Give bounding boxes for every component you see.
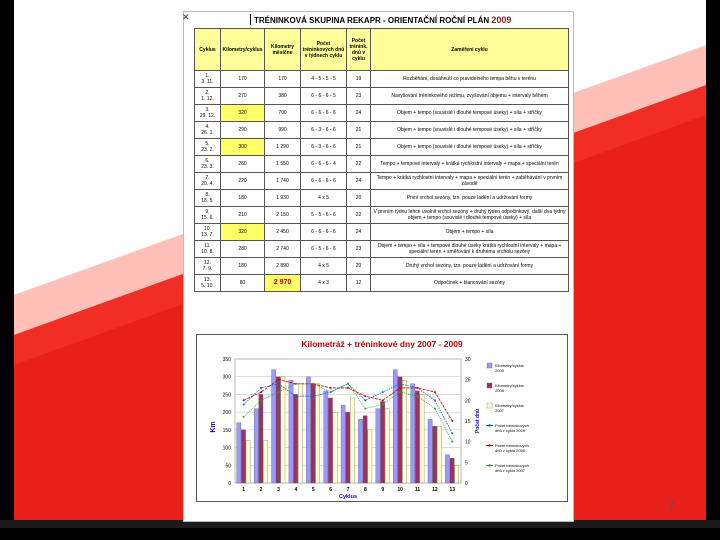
col-km-mesicne: Kilometry měsíčne [265, 29, 301, 71]
cell-zamereni: První vrchol sezóny, tzn. pouze ladění a udržování formy [371, 190, 569, 207]
y-tick-label: 300 [222, 374, 231, 381]
bar [311, 384, 315, 483]
cell-zamereni: Navyšování tréninkového režimu, zvyšování objemu + intervaly během [371, 88, 569, 105]
legend-label-line: Kilometry/cyklus [495, 363, 524, 368]
cell-treninkove-dny: 4 x 5 [301, 190, 347, 207]
cell-cyklus [195, 275, 221, 292]
legend-swatch [487, 363, 492, 368]
cycle-number: 11. [204, 243, 211, 249]
bar [376, 409, 380, 483]
y-tick-label: 350 [222, 357, 231, 363]
cell-pocet-dnu: 21 [347, 139, 371, 156]
cell-km-cyklus: 300 [221, 139, 265, 156]
cell-pocet-dnu: 20 [347, 190, 371, 207]
cell-pocet-dnu: 22 [347, 156, 371, 173]
cell-km-mesicne: 2 740 [265, 241, 301, 258]
bar [350, 398, 354, 483]
cell-km-mesicne: 1 550 [265, 156, 301, 173]
y2-tick-label: 25 [465, 377, 471, 384]
cell-km-cyklus: 290 [221, 122, 265, 139]
table-row [195, 139, 569, 156]
cycle-number: 8. [205, 192, 210, 198]
col-treninkove-dny: Počet tréninkových dnů v týdnech cyklu [301, 29, 347, 71]
bar [281, 377, 285, 483]
x-tick-label: 13 [449, 487, 456, 493]
cycle-date: 15. 6. [201, 215, 214, 221]
bar [328, 398, 332, 483]
legend-label-line: dnů v cyklu 2008 [495, 448, 526, 453]
y2-tick-label: 30 [465, 357, 471, 363]
cell-km-cyklus: 280 [221, 241, 265, 258]
cell-cyklus [195, 173, 221, 190]
cycle-date: 1. 12. [201, 96, 214, 102]
y-tick-label: 100 [222, 445, 231, 452]
legend-marker [488, 424, 490, 426]
bar [263, 440, 267, 483]
cell-km-mesicne: 1 290 [265, 139, 301, 156]
legend-label-line: 2008 [495, 388, 504, 393]
bar [341, 405, 345, 483]
cell-cyklus [195, 105, 221, 122]
bar [324, 391, 328, 483]
cycle-date: 10. 8. [201, 249, 214, 255]
cycle-date: 29. 12. [199, 113, 216, 119]
data-point [260, 391, 262, 393]
legend-label-line: 2009 [495, 368, 504, 373]
cycle-number: 3. [205, 107, 210, 113]
cell-zamereni: Druhý vrchol sezóny, tzn. pouze ladění a udržování formy [371, 258, 569, 275]
cycle-date: 13. 7. [201, 232, 214, 238]
chart-svg [197, 335, 567, 501]
bar [411, 384, 415, 483]
bar [254, 409, 258, 483]
cell-zamereni: Rozběhání, dosáhnutí co pravidelného tempa běhu v terénu [371, 71, 569, 88]
y-tick-label: 200 [222, 410, 231, 417]
close-icon[interactable]: ✕ [182, 12, 190, 22]
cell-km-cyklus: 210 [221, 207, 265, 224]
col-pocet-dnu: Počet trénink. dnů v cyklu [347, 29, 371, 71]
cell-km-mesicne: 990 [265, 122, 301, 139]
cycle-number: 13. [204, 277, 211, 283]
bar [368, 430, 372, 483]
x-tick-label: 12 [432, 487, 438, 493]
table-row [195, 105, 569, 122]
cell-pocet-dnu: 23 [347, 241, 371, 258]
cell-zamereni: Objem + tempo (souvislé i dlouhé tempové úseky) + síla + stříčky [371, 139, 569, 156]
y2-tick-label: 15 [465, 419, 471, 425]
cell-cyklus [195, 156, 221, 173]
legend-label [495, 363, 524, 373]
bar [289, 380, 293, 483]
cell-km-cyklus: 320 [221, 105, 265, 122]
cycle-date: 23. 2. [201, 147, 214, 153]
table-row [195, 71, 569, 88]
cycle-number: 7. [205, 175, 210, 181]
chart-frame [196, 334, 568, 502]
bar [298, 384, 302, 483]
x-tick-label: 9 [381, 487, 385, 493]
bar [259, 394, 263, 483]
legend-label-line: Počet tréninkových [495, 443, 529, 448]
cell-cyklus [195, 190, 221, 207]
x-tick-label: 3 [277, 487, 280, 493]
table-row [195, 156, 569, 173]
y-tick-label: 0 [228, 481, 231, 487]
cell-pocet-dnu: 24 [347, 105, 371, 122]
table-row [195, 224, 569, 241]
cell-cyklus [195, 207, 221, 224]
bar [455, 465, 459, 483]
cell-cyklus [195, 71, 221, 88]
col-cyklus: Cyklus [195, 29, 221, 71]
cell-treninkove-dny: 6 - 6 - 6 - 4 [301, 156, 347, 173]
legend-label-line: dnů v cyklu 2009 [495, 428, 526, 433]
cell-km-mesicne: 2 970 [265, 275, 301, 292]
cell-treninkove-dny: 4 x 5 [301, 258, 347, 275]
cell-treninkove-dny: 5 - 5 - 6 - 6 [301, 207, 347, 224]
x-axis-label: Cyklus [338, 494, 358, 500]
data-point [260, 399, 262, 401]
bar [420, 394, 424, 483]
table-row [195, 88, 569, 105]
x-tick-label: 8 [363, 487, 367, 493]
cycle-number: 4. [205, 124, 210, 130]
y2-axis-label: Počet dnů [475, 408, 481, 434]
legend-label-line: Kilometry/cyklus [495, 403, 524, 408]
data-point [277, 379, 279, 381]
cell-treninkove-dny: 4 - 5 - 5 - 5 [301, 71, 347, 88]
data-point [399, 383, 401, 385]
data-point [382, 403, 384, 405]
bar [402, 380, 406, 483]
data-point [382, 399, 384, 401]
bar [437, 426, 441, 483]
cell-zamereni: V prvním týdnu lehce uvolnit vrchol sezóny + druhý týden odpočinkový, další dva týdny objem + tempo (souvislé i dlouhé tempové úseky) + síla [371, 207, 569, 224]
legend-label-line: dnů v cyklu 2007 [495, 468, 526, 473]
table-row [195, 258, 569, 275]
cell-zamereni: Objem + tempo (souvislé i dlouhé tempové úseky) + síla + stříčky [371, 105, 569, 122]
cell-zamereni: Tempo + krátká rychlostní intervaly + mapa + speciální terén + zaběhávání v prvním závodě [371, 173, 569, 190]
table-header-row [195, 29, 569, 71]
bar [316, 384, 320, 483]
text-cursor [250, 14, 251, 25]
x-tick-label: 6 [329, 487, 333, 493]
data-point [434, 399, 436, 401]
cell-cyklus [195, 122, 221, 139]
bar [380, 402, 384, 483]
page-number: 7 [668, 499, 675, 513]
cycle-date: 26. 1. [201, 130, 214, 136]
data-point [330, 387, 332, 389]
bar [272, 370, 276, 483]
bar [363, 416, 367, 483]
cell-pocet-dnu: 21 [347, 122, 371, 139]
cell-km-mesicne: 380 [265, 88, 301, 105]
x-tick-label: 11 [414, 487, 421, 493]
legend-label-line: Kilometry/cyklus [495, 383, 524, 388]
cell-zamereni: Objem + tempo + síla [371, 224, 569, 241]
x-tick-label: 4 [294, 487, 298, 493]
y2-tick-label: 10 [465, 439, 471, 446]
cell-km-cyklus: 180 [221, 190, 265, 207]
bar [415, 391, 419, 483]
cycle-date: 20. 4. [201, 181, 214, 187]
cell-treninkove-dny: 6 - 5 - 6 - 6 [301, 241, 347, 258]
bar [450, 458, 454, 483]
data-point [260, 387, 262, 389]
data-point [312, 383, 314, 385]
cell-km-mesicne: 1 740 [265, 173, 301, 190]
legend-marker [488, 464, 490, 466]
data-point [399, 391, 401, 393]
x-tick-label: 1 [242, 487, 246, 493]
y-axis-label: Km [210, 421, 217, 433]
y-tick-label: 250 [222, 392, 231, 399]
data-point [330, 391, 332, 393]
cell-pocet-dnu: 20 [347, 258, 371, 275]
data-point [451, 432, 453, 434]
data-point [277, 391, 279, 393]
cell-km-cyklus: 260 [221, 156, 265, 173]
cell-zamereni: Objem + tempo (souvislé i dlouhé tempové úseky) + síla + stříčky [371, 122, 569, 139]
data-point [434, 408, 436, 410]
cycle-date: 23. 3. [201, 164, 214, 170]
cycle-date: 18. 5. [201, 198, 214, 204]
bar [346, 412, 350, 483]
data-point [277, 383, 279, 385]
cell-km-cyklus: 180 [221, 258, 265, 275]
legend-label [495, 423, 529, 433]
cell-km-cyklus: 320 [221, 224, 265, 241]
x-tick-label: 2 [259, 487, 263, 493]
data-point [347, 383, 349, 385]
bar [246, 440, 250, 483]
cell-zamereni: Odpočinek + blancování sezóny [371, 275, 569, 292]
plan-table [194, 28, 569, 292]
cell-cyklus [195, 241, 221, 258]
legend-label [495, 463, 529, 473]
data-point [417, 395, 419, 397]
bar [385, 409, 389, 483]
table-row [195, 275, 569, 292]
bar [445, 455, 449, 483]
chart-title: Kilometráž + tréninkové dny 2007 - 2009 [301, 339, 463, 349]
cycle-number: 1. [205, 73, 210, 79]
cycle-number: 9. [205, 209, 210, 215]
data-point [295, 383, 297, 385]
data-point [364, 399, 366, 401]
cell-km-cyklus: 220 [221, 173, 265, 190]
cell-cyklus [195, 88, 221, 105]
table-row [195, 241, 569, 258]
cell-treninkove-dny: 6 - 6 - 6 - 6 [301, 105, 347, 122]
cell-pocet-dnu: 12 [347, 275, 371, 292]
y2-tick-label: 5 [465, 460, 468, 467]
cell-pocet-dnu: 22 [347, 207, 371, 224]
cell-cyklus [195, 224, 221, 241]
cell-km-mesicne: 1 930 [265, 190, 301, 207]
cell-treninkove-dny: 6 - 6 - 6 - 6 [301, 173, 347, 190]
cell-pocet-dnu: 24 [347, 224, 371, 241]
data-point [364, 395, 366, 397]
legend-swatch [487, 403, 492, 408]
cell-km-mesicne: 2 450 [265, 224, 301, 241]
data-point [243, 399, 245, 401]
cell-zamereni: Tempo + tempové intervaly + krátká rychlostní intervaly + mapa + speciální terén [371, 156, 569, 173]
cell-km-mesicne: 170 [265, 71, 301, 88]
document-title [254, 15, 511, 25]
cell-treninkove-dny: 4 x 3 [301, 275, 347, 292]
data-point [312, 395, 314, 397]
cycle-number: 12. [204, 260, 211, 266]
x-tick-label: 7 [346, 487, 350, 493]
cycle-date: 3. 11. [201, 79, 214, 85]
title-main: TRÉNINKOVÁ SKUPINA REKAPR - ORIENTAČNÍ ROČNÍ PLÁN [254, 16, 490, 25]
y2-tick-label: 0 [465, 481, 468, 487]
col-zamereni: Zaměření cyklu [371, 29, 569, 71]
document-page [183, 11, 574, 522]
data-point [434, 391, 436, 393]
cycle-number: 6. [205, 158, 210, 164]
col-km-cyklus: Kilometry/cyklus [221, 29, 265, 71]
data-point [295, 395, 297, 397]
cell-km-mesicne: 700 [265, 105, 301, 122]
legend-label-line: Počet tréninkových [495, 423, 529, 428]
plan-table-body [195, 71, 569, 292]
legend-label [495, 403, 524, 413]
table-row [195, 207, 569, 224]
data-point [243, 416, 245, 418]
bar [294, 394, 298, 483]
cycle-date: 5. 10. [201, 283, 214, 289]
table-row [195, 173, 569, 190]
cell-km-cyklus: 170 [221, 71, 265, 88]
legend-label-line: 2007 [495, 408, 504, 413]
bar [333, 412, 337, 483]
cell-treninkove-dny: 6 - 6 - 6 - 6 [301, 224, 347, 241]
x-tick-label: 10 [397, 487, 403, 493]
cell-cyklus [195, 258, 221, 275]
table-row [195, 122, 569, 139]
data-point [347, 387, 349, 389]
cell-km-mesicne: 2 890 [265, 258, 301, 275]
cell-cyklus [195, 139, 221, 156]
legend-label [495, 443, 529, 453]
cell-treninkove-dny: 6 - 3 - 6 - 6 [301, 122, 347, 139]
cycle-number: 5. [205, 141, 210, 147]
table-row [195, 190, 569, 207]
legend-marker [488, 444, 490, 446]
title-year: 2009 [491, 15, 512, 25]
data-point [382, 391, 384, 393]
y-tick-label: 50 [225, 463, 231, 470]
bar [241, 430, 245, 483]
cell-pocet-dnu: 19 [347, 71, 371, 88]
legend-label-line: Počet tréninkových [495, 463, 529, 468]
cell-km-cyklus: 80 [221, 275, 265, 292]
x-tick-label: 5 [311, 487, 315, 493]
y-tick-label: 150 [222, 427, 231, 434]
cell-pocet-dnu: 23 [347, 88, 371, 105]
cycle-number: 2. [205, 90, 210, 96]
data-point [399, 387, 401, 389]
bar [433, 426, 437, 483]
bar [237, 423, 241, 483]
bar [306, 377, 310, 483]
bar [428, 419, 432, 483]
legend-swatch [487, 383, 492, 388]
cycle-date: 7. 9. [202, 266, 213, 272]
bar [358, 419, 362, 483]
data-point [417, 387, 419, 389]
y2-tick-label: 20 [465, 398, 471, 405]
legend-label [495, 383, 524, 393]
data-point [451, 420, 453, 422]
cell-zamereni: Objem + tempo + síla + tempové dlouhé úseky krátká rychlostní intervaly + mapa + speciální terén + směřování k druhému vrcholu sezóny [371, 241, 569, 258]
cycle-number: 10. [204, 226, 211, 232]
data-point [364, 408, 366, 410]
cell-km-mesicne: 2 150 [265, 207, 301, 224]
cell-pocet-dnu: 24 [347, 173, 371, 190]
cell-treninkove-dny: 6 - 6 - 6 - 5 [301, 88, 347, 105]
data-point [451, 441, 453, 443]
cell-treninkove-dny: 6 - 3 - 6 - 6 [301, 139, 347, 156]
data-point [243, 403, 245, 405]
cell-km-cyklus: 270 [221, 88, 265, 105]
